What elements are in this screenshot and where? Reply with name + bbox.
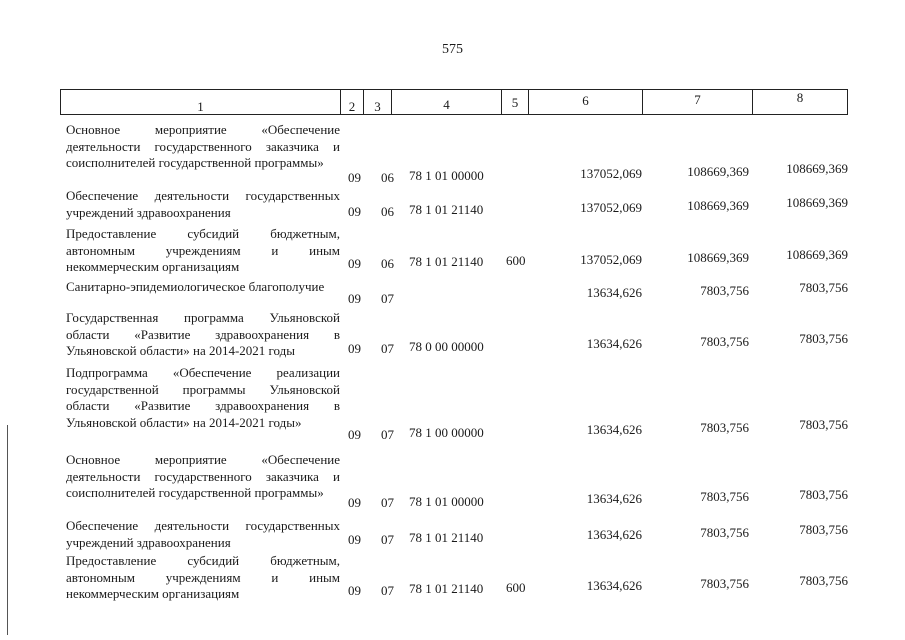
header-cell-6: 6 [528,89,642,115]
row-code-3: 07 [381,341,394,356]
row-code-2: 09 [348,341,361,356]
row-value-7: 7803,756 [700,525,749,540]
row-code-5: 600 [506,253,526,268]
row-description: Обеспечение деятельности государственных учреждений здравоохранения [66,188,340,220]
row-code-2: 09 [348,204,361,219]
row-value-8: 7803,756 [799,522,848,537]
row-value-6: 137052,069 [580,252,642,267]
row-value-8: 108669,369 [786,247,848,262]
row-description: Основное мероприятие «Обеспечение деятельности государственного заказчика и соисполнителей государственной программы» [66,452,340,500]
header-cell-8: 8 [752,89,848,115]
row-value-7: 7803,756 [700,283,749,298]
row-value-8: 7803,756 [799,417,848,432]
scan-margin-line [7,425,8,635]
row-code-5: 600 [506,580,526,595]
row-description: Предоставление субсидий бюджетным, автономным учреждениям и иным некоммерческим организациям [66,553,340,601]
row-code-4: 78 0 00 00000 [409,339,484,354]
row-description: Подпрограмма «Обеспечение реализации государственной программы Ульяновской области «Развитие здравоохранения в Ульяновской области» на 2014-2021 годы» [66,365,340,430]
row-code-4: 78 1 01 21140 [409,202,484,217]
row-value-7: 108669,369 [687,198,749,213]
row-description: Обеспечение деятельности государственных учреждений здравоохранения [66,518,340,550]
row-value-6: 13634,626 [586,285,642,300]
row-value-8: 7803,756 [799,280,848,295]
row-code-3: 07 [381,427,394,442]
row-value-7: 7803,756 [700,489,749,504]
header-cell-1: 1 [60,89,340,115]
row-code-3: 06 [381,256,394,271]
row-value-8: 7803,756 [799,573,848,588]
row-code-2: 09 [348,427,361,442]
header-cell-7: 7 [642,89,752,115]
row-description: Государственная программа Ульяновской области «Развитие здравоохранения в Ульяновской области» на 2014-2021 годы [66,310,340,358]
row-value-8: 108669,369 [786,195,848,210]
row-value-8: 7803,756 [799,331,848,346]
header-cell-5: 5 [501,89,528,115]
header-cell-4: 4 [391,89,501,115]
row-value-6: 13634,626 [586,336,642,351]
row-code-2: 09 [348,170,361,185]
row-code-2: 09 [348,256,361,271]
row-value-6: 13634,626 [586,491,642,506]
row-code-2: 09 [348,495,361,510]
row-code-3: 07 [381,291,394,306]
row-value-7: 108669,369 [687,164,749,179]
row-code-3: 07 [381,583,394,598]
row-code-2: 09 [348,532,361,547]
table-header [60,89,848,115]
row-code-3: 07 [381,532,394,547]
row-code-4: 78 1 01 21140 [409,530,484,545]
row-value-7: 7803,756 [700,420,749,435]
row-code-2: 09 [348,583,361,598]
row-value-7: 108669,369 [687,250,749,265]
row-value-7: 7803,756 [700,334,749,349]
row-code-3: 06 [381,204,394,219]
row-code-3: 06 [381,170,394,185]
row-value-7: 7803,756 [700,576,749,591]
row-description: Предоставление субсидий бюджетным, автономным учреждениям и иным некоммерческим организациям [66,226,340,274]
row-code-2: 09 [348,291,361,306]
row-code-4: 78 1 01 00000 [409,494,484,509]
page-number: 575 [442,42,463,57]
header-cell-2: 2 [340,89,363,115]
row-code-4: 78 1 01 00000 [409,168,484,183]
row-value-8: 108669,369 [786,161,848,176]
row-value-6: 13634,626 [586,578,642,593]
row-value-6: 137052,069 [580,166,642,181]
row-value-6: 13634,626 [586,422,642,437]
row-description: Основное мероприятие «Обеспечение деятельности государственного заказчика и соисполнителей государственной программы» [66,122,340,170]
row-value-8: 7803,756 [799,487,848,502]
row-description: Санитарно-эпидемиологическое благополучие [66,279,325,294]
row-value-6: 137052,069 [580,200,642,215]
row-code-3: 07 [381,495,394,510]
row-code-4: 78 1 00 00000 [409,425,484,440]
header-cell-3: 3 [363,89,391,115]
row-code-4: 78 1 01 21140 [409,254,484,269]
row-value-6: 13634,626 [586,527,642,542]
row-code-4: 78 1 01 21140 [409,581,484,596]
